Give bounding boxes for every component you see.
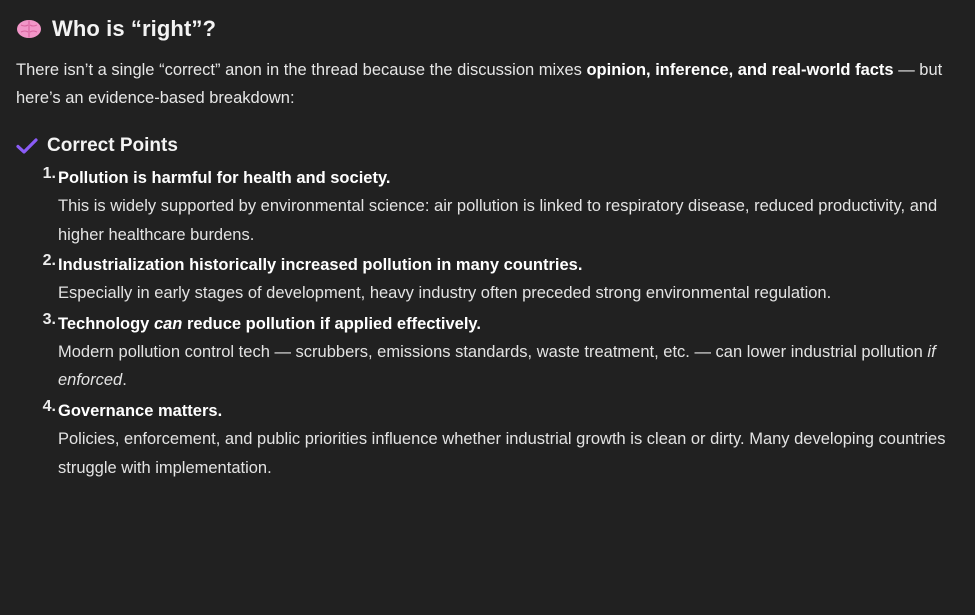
point-body-emphasis: if enforced	[58, 343, 936, 390]
intro-text-part2: — but here’s an evidence-based breakdown:	[16, 61, 943, 108]
intro-text-part1: There isn’t a single “correct” anon in the thread because the discussion mixes	[16, 61, 587, 79]
point-body	[58, 338, 959, 395]
page-title-row	[16, 16, 959, 42]
list-item	[16, 252, 959, 308]
brain-icon	[16, 18, 42, 40]
list-item	[16, 311, 959, 395]
section-header	[16, 135, 959, 157]
point-heading: Governance matters.	[58, 401, 223, 420]
correct-points-list	[16, 165, 959, 482]
intro-emphasis: opinion, inference, and real-world facts	[586, 61, 894, 79]
point-heading	[58, 311, 959, 337]
check-icon	[16, 137, 38, 155]
section-title: Correct Points	[47, 134, 178, 156]
page-title: Who is “right”?	[52, 16, 217, 41]
point-body: Policies, enforcement, and public priorities influence whether industrial growth is clean or dirty. Many developing countries struggle with implementation.	[58, 430, 946, 477]
point-body-pre: Modern pollution control tech — scrubbers, emissions standards, waste treatment, etc. — can lower industrial pollution	[58, 343, 928, 362]
list-item	[16, 398, 959, 482]
point-heading: Industrialization historically increased pollution in many countries.	[58, 255, 583, 274]
point-heading-emphasis: can	[153, 314, 183, 333]
point-body: Especially in early stages of development, heavy industry often preceded strong environmental regulation.	[58, 284, 832, 303]
point-heading-pre: Technology	[58, 314, 154, 333]
point-body: This is widely supported by environmental science: air pollution is linked to respiratory disease, reduced productivity, and higher healthcare burdens.	[58, 197, 938, 244]
point-heading-post: reduce pollution if applied effectively.	[182, 314, 481, 333]
point-heading: Pollution is harmful for health and society.	[58, 168, 391, 187]
list-item	[16, 165, 959, 249]
intro-paragraph	[16, 56, 959, 113]
point-body-post: .	[122, 371, 127, 390]
